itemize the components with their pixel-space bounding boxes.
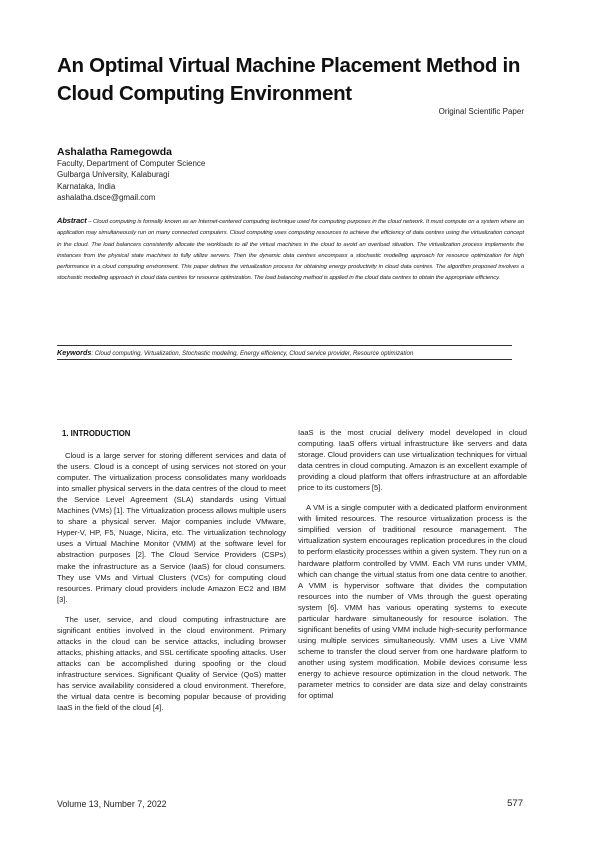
keywords-top-rule (57, 345, 512, 346)
abstract-label: Abstract (57, 216, 87, 225)
right-column (298, 427, 527, 701)
keywords-label: Keywords (57, 348, 92, 357)
author-email: ashalatha.dsce@gmail.com (57, 192, 156, 202)
paper-title: An Optimal Virtual Machine Placement Method in Cloud Computing Environment (57, 54, 521, 105)
left-column (57, 428, 286, 713)
keywords-bottom-rule (57, 359, 512, 360)
body-paragraph: IaaS is the most crucial delivery model developed in cloud computing. IaaS offers virtual infrastructure like servers and data storage. Cloud providers can use virtualization techniques for virtual data centres in cloud computing. Amazon is an excellent example of providing a cloud platform that offers infrastructure at an affordable price to its customers [5]. (298, 428, 527, 493)
footer-volume: Volume 13, Number 7, 2022 (57, 799, 167, 809)
body-paragraph: A VM is a single computer with a dedicated platform environment with limited resources. The resource virtualization process is the simplified version of traditional resource management. The virtualization system encourages replication procedures in the cloud to perform elasticity processes within a given system. They run on a hardware platform controlled by VMM. Each VM runs under VMM, which can change the virtual status from one data centre to another. A VMM is hypervisor software that divides the computation resources into the number of VMs through the guest operating system [6]. VMM has various operating systems to execute particular hardware simultaneously for resource isolation. The significant benefits of using VMM include high-security performance using multiple services simultaneously. VMM uses a Live VMM scheme to transfer the cloud server from one hardware platform to another using system modification. Mobile devices consume less energy to achieve resource optimization in the cloud network. The parameter metrics to consider are data size and delay constraints for optimal (298, 503, 527, 701)
footer-page-number: 577 (507, 798, 523, 809)
keywords-text: : Cloud computing, Virtualization, Stochastic modeling, Energy efficiency, Cloud service provider, Resource optimization (91, 350, 414, 357)
affiliation-line: Gulbarga University, Kalaburagi (57, 170, 170, 180)
body-paragraph: Cloud is a large server for storing different services and data of the users. Cloud is a concept of using services not stored on your computer. The virtualization process consolidates many workloads into smaller physical servers in the data centres of the cloud to meet the Service Level Agreement (SLA) standards using Virtual Machines (VMs) [1]. The Virtualization process allows multiple users to share a physical server. Major companies include VMware, Hyper-V, HP, F5, Nuage, Nicira, etc. The virtualization technology uses a Virtual Machine Monitor (VMM) at the software level for abstraction purposes [2]. The Cloud Service Providers (CSPs) make the infrastructure as a Service (IaaS) for cloud consumers. They use VMs and Virtual Clusters (VCs) for computing cloud resources. Primary cloud providers include Amazon EC2 and IBM [3]. (57, 451, 286, 604)
abstract (57, 215, 524, 285)
body-paragraph: The user, service, and cloud computing infrastructure are significant entities involved in the cloud environment. Primary attacks in the cloud can be service attacks, including browser attacks, phishing attacks, and SSL certificate spoofing attacks. User attacks can be accomplished during spoofing or the cloud infrastructure services. Significant Quality of Service (QoS) matter has service availability considered a cloud environment. Therefore, the virtual data centre is becoming popular because of providing IaaS in the field of the cloud [4]. (57, 614, 286, 713)
section-heading: 1. INTRODUCTION (62, 429, 131, 438)
author-affiliation (57, 158, 205, 203)
keywords (57, 347, 527, 359)
abstract-text: – Cloud computing is formally known as an Internet-centered computing technique used for computing purposes in the cloud network. It must compute on a system where an application may simultaneously run on many connected computers. Cloud computing uses computing resources to achieve the efficiency of data centres using the virtualization concept in the cloud. The load balancers consistently allocate the workloads to all the virtual machines in the cloud to avoid an overload situation. The virtualization process implements the instances from the physical state machines to fully utilize servers. Then the dynamic data centres encompass a stochastic modelling approach for resource optimization for high performance in a cloud computing environment. This paper defines the virtualization process for obtaining energy productivity in cloud data centres. The algorithm proposed involves a stochastic modelling approach in cloud data centres for resource optimization. The load balancing method is applied in the cloud data centres to obtain the appropriate efficiency. (57, 219, 524, 282)
paper-type: Original Scientific Paper (438, 107, 524, 116)
affiliation-line: Karnataka, India (57, 181, 116, 191)
affiliation-line: Faculty, Department of Computer Science (57, 159, 206, 168)
author-name: Ashalatha Ramegowda (57, 146, 172, 158)
